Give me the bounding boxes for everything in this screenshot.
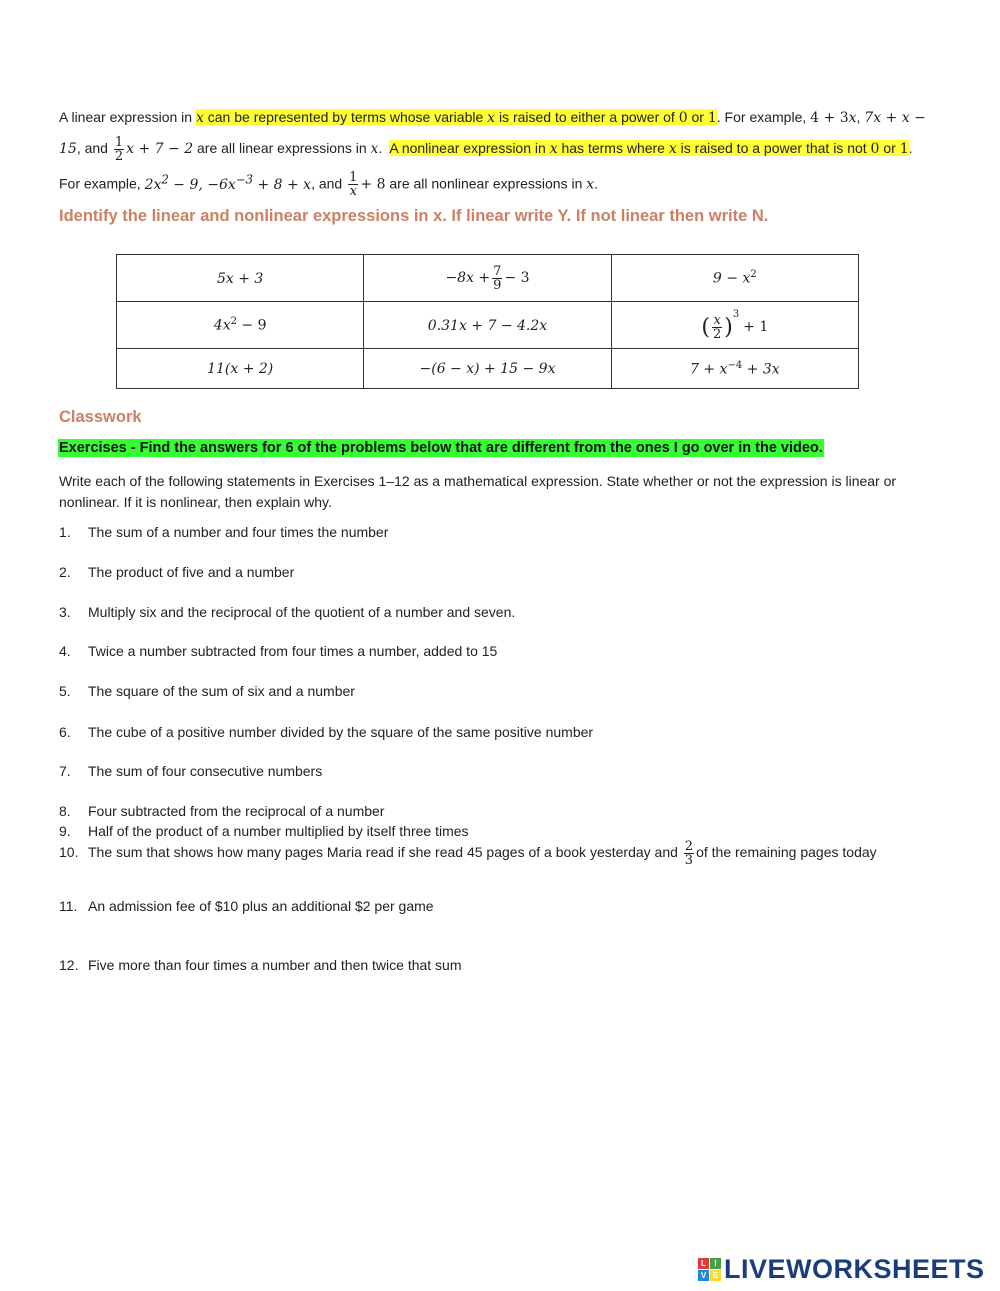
logo-icon: L I V E	[698, 1258, 721, 1281]
table-cell: $4x^2 - 9$	[117, 302, 364, 349]
nonlinear-example-1: $2x^2 - 9$, $-6x^{-3} + 8 + x$	[144, 172, 312, 193]
highlight-nonlinear-definition: A nonlinear expression in x has terms where x is raised to a power that is not 0 or 1	[389, 140, 909, 157]
table-cell: 0.31x + 7 − 4.2x	[364, 302, 611, 349]
fraction-two-thirds: $\frac{2}{3}$	[684, 839, 694, 868]
expressions-table	[116, 254, 859, 389]
list-item: 5. The square of the sum of six and a number	[59, 683, 355, 699]
exercise-directions: Write each of the following statements in Exercises 1–12 as a mathematical expression. State whether or not the expression is linear or nonlinear. If it is nonlinear, then explain why.	[59, 473, 897, 510]
list-item: 1. The sum of a number and four times the number	[59, 524, 389, 540]
table-cell: −(6 − x) + 15 − 9x	[364, 349, 611, 389]
classwork-heading: Classwork	[59, 408, 142, 426]
highlight-linear-definition: x can be represented by terms whose variable x is raised to either a power of 0 or 1	[195, 109, 717, 126]
table-row	[117, 302, 859, 349]
identify-instruction: Identify the linear and nonlinear expressions in x. If linear write Y. If not linear then write N.	[59, 207, 769, 225]
list-item: 11. An admission fee of $10 plus an additional $2 per game	[59, 898, 434, 914]
liveworksheets-logo	[698, 1254, 985, 1285]
linear-example-2: 7x + x − 15	[59, 110, 926, 157]
table-cell: 11(x + 2)	[117, 349, 364, 389]
list-item: 7. The sum of four consecutive numbers	[59, 763, 323, 779]
list-item: 4. Twice a number subtracted from four times a number, added to 15	[59, 643, 498, 659]
fraction-one-over-x: $\frac{1}{x}$	[349, 170, 358, 200]
list-item: 9. Half of the product of a number multiplied by itself three times	[59, 823, 469, 839]
table-cell: −8x + $\frac{7}{9}$ − 3	[364, 255, 611, 302]
fraction-one-half: $\frac{1}{2}$	[114, 134, 124, 164]
list-item: 2. The product of five and a number	[59, 564, 295, 580]
list-item: 12. Five more than four times a number and then twice that sum	[59, 957, 462, 973]
list-item: 10. The sum that shows how many pages Maria read if she read 45 pages of a book yesterday and $\frac{2}{3}$ of the remaining pages today	[59, 839, 877, 868]
table-row	[117, 255, 859, 302]
logo-text: LIVEWORKSHEETS	[724, 1254, 985, 1284]
linear-example-1: 4 + 3	[810, 110, 849, 126]
intro-text: A linear expression in	[59, 109, 193, 125]
table-cell: 5x + 3	[117, 255, 364, 302]
exercises-banner: Exercises - Find the answers for 6 of the problems below that are different from the ones I go over in the video.	[59, 440, 823, 456]
table-cell: $9 - x^2$	[611, 255, 858, 302]
table-cell: ( $\frac{x}{2}$ )$^3$ + 1	[611, 302, 858, 349]
linear-example-3: x + 7 − 2	[126, 141, 194, 157]
table-row	[117, 349, 859, 389]
list-item: 6. The cube of a positive number divided by the square of the same positive number	[59, 724, 594, 740]
intro-paragraph: A linear expression in x can be represented by terms whose variable x is raised to either a power of 0 or 1. For example, 4 + 3x, 7x + x − 15, and $\frac{1}{2}$ x + 7 − 2 are all linear expressions in x. A nonlinear expression in x has terms where x is raised to a power that is not 0 or 1. For example, $2x^2 - 9$, $-6x^{-3} + 8 + x$, and $\frac{1}{x}$ + 8 are all nonlinear expressions in x.	[59, 109, 926, 200]
list-item: 8. Four subtracted from the reciprocal of a number	[59, 803, 385, 819]
table-cell: $7 + x^{-4} + 3x$	[611, 349, 858, 389]
list-item: 3. Multiply six and the reciprocal of the quotient of a number and seven.	[59, 604, 516, 620]
